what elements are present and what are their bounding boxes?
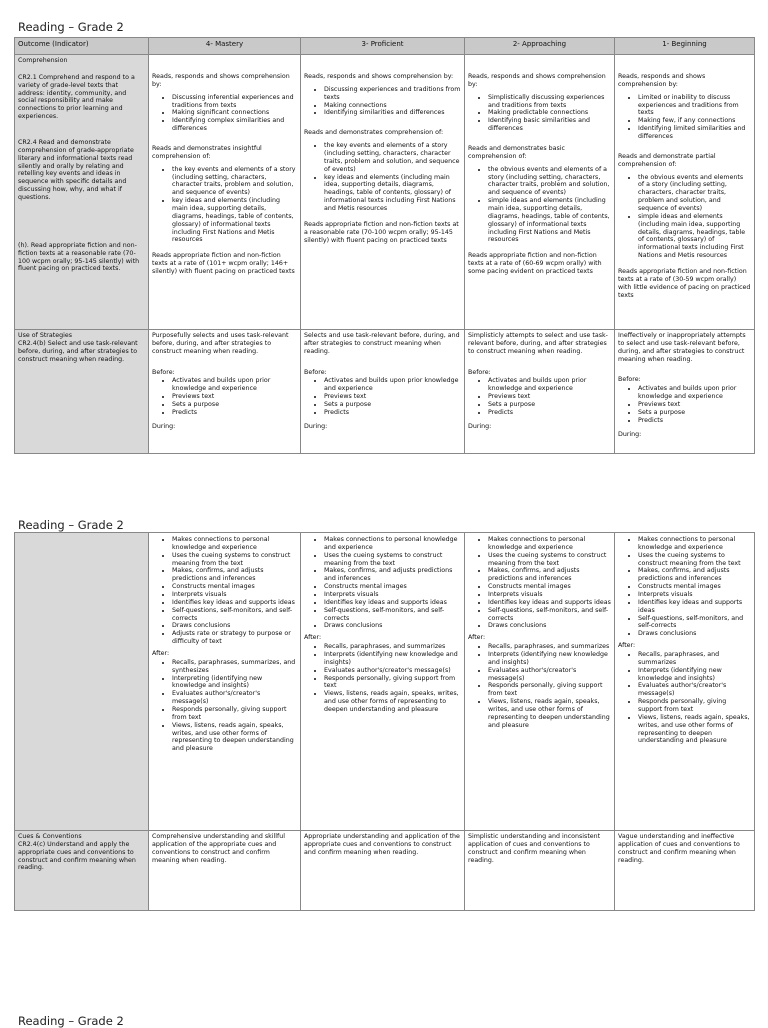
during-item: • Draws conclusions — [324, 622, 461, 630]
strategies-cont-col1 — [149, 533, 301, 831]
fluency-text: Reads appropriate fiction and non-fiction texts at a rate of (101+ wcpm orally; 146+ silently) with fluent pacing on practiced texts — [152, 252, 295, 276]
strategies-intro: Simplisticly attempts to select and use task-relevant before, during, and after strategies to construct meaning when reading. — [468, 332, 608, 355]
fluency-text: Reads appropriate fiction and non-fiction texts at a reasonable rate (70-100 wcpm orally; 95-145 silently) with fluent pacing on practiced texts — [304, 220, 459, 244]
comprehension-list — [618, 94, 751, 141]
after-list — [304, 643, 461, 714]
comprehension-list — [304, 86, 461, 117]
strategies-cell-col1 — [149, 330, 301, 454]
comprehension-outcome-cell — [15, 55, 149, 330]
during-item: • Uses the cueing systems to construct meaning from the text — [172, 552, 297, 568]
before-label: Before: — [304, 368, 327, 376]
comprehension-block — [468, 73, 611, 133]
strategies-cont-row — [15, 533, 755, 831]
during-item: • Uses the cueing systems to construct meaning from the text — [638, 552, 751, 568]
after-list — [468, 643, 611, 729]
block-intro: Reads and demonstrate partial comprehension of: — [618, 152, 716, 168]
after-list — [618, 651, 751, 745]
page-title: Reading – Grade 2 — [18, 20, 124, 34]
spacer — [468, 361, 611, 369]
comprehension-block — [304, 73, 461, 117]
after-item: • Interprets (identifying new knowledge and insights) — [324, 651, 461, 667]
block-intro: Reads, responds and shows comprehension by: — [618, 73, 706, 88]
after-list — [152, 659, 297, 753]
during-item: • Constructs mental images — [638, 583, 751, 591]
before-item: • Sets a purpose — [172, 401, 297, 409]
during-item: • Self-questions, self-monitors, and self-corrects — [488, 607, 611, 623]
during-item: • Identifies key ideas and supports ideas — [488, 599, 611, 607]
before-list — [304, 377, 461, 416]
before-item: • Previews text — [172, 393, 297, 401]
strategies-cont-col4 — [615, 533, 755, 831]
cues-cell-col3: Simplistic understanding and inconsistent application of cues and conventions to construct and confirm meaning when reading. — [465, 831, 615, 911]
header-approaching: 2- Approaching — [465, 38, 615, 55]
header-mastery: 4- Mastery — [149, 38, 301, 55]
comprehension-item: • simple ideas and elements (including main idea, supporting details, diagrams, headings, table of contents, glossary) of informational texts including First Nations and Metis resources — [638, 213, 751, 260]
comprehension-item: • Discussing experiences and traditions from texts — [324, 86, 461, 102]
strategies-cont-outcome-cell — [15, 533, 149, 831]
during-item: • Draws conclusions — [172, 622, 297, 630]
comprehension-item: • the obvious events and elements of a story (including setting, characters, character traits, problem and solution, and sequence of events) — [488, 166, 611, 197]
during-item: • Makes connections to personal knowledge and experience — [324, 536, 461, 552]
after-item: • Evaluates author's/creator's message(s) — [172, 690, 297, 706]
after-item: • Recalls, paraphrases, and summarizes — [324, 643, 461, 651]
during-list — [468, 536, 611, 630]
outcome-fluency: (h). Read appropriate fiction and non-fiction texts at a reasonable rate (70-100 wcpm orally; 95-145 silently) with fluent pacing on practiced texts. — [18, 241, 140, 273]
comprehension-item: • Making significant connections — [172, 109, 297, 117]
comprehension-item: • Simplistically discussing experiences and traditions from texts — [488, 94, 611, 110]
before-label: Before: — [152, 368, 175, 376]
comprehension-block — [618, 73, 751, 141]
comprehension-item: • the key events and elements of a story (including setting, characters, character traits, problem and solution, and sequence of events) — [324, 142, 461, 173]
before-item: • Activates and builds upon prior knowledge and experience — [638, 385, 751, 401]
cues-cell-col4: Vague understanding and ineffective application of cues and conventions to construct and confirm meaning when reading. — [615, 831, 755, 911]
during-item: • Interprets visuals — [638, 591, 751, 599]
during-item: • Makes, confirms, and adjusts predictions and inferences — [638, 567, 751, 583]
before-item: • Previews text — [488, 393, 611, 401]
during-item: • Constructs mental images — [172, 583, 297, 591]
strategies-cell-col2 — [301, 330, 465, 454]
after-item: • Responds personally, giving support from text — [488, 682, 611, 698]
before-item: • Previews text — [324, 393, 461, 401]
comprehension-list — [618, 174, 751, 260]
during-item: • Draws conclusions — [638, 630, 751, 638]
during-item: • Uses the cueing systems to construct meaning from the text — [324, 552, 461, 568]
strategies-outcome-cell — [15, 330, 149, 454]
spacer — [152, 361, 297, 369]
during-item: • Makes connections to personal knowledge and experience — [172, 536, 297, 552]
comprehension-cell-col4 — [615, 55, 755, 330]
during-list — [152, 536, 297, 646]
header-outcome: Outcome (Indicator) — [15, 38, 149, 55]
block-intro: Reads, responds and shows comprehension by: — [468, 73, 606, 88]
before-item: • Predicts — [324, 409, 461, 417]
page-title-3: Reading – Grade 2 — [18, 1014, 124, 1028]
before-item: • Predicts — [638, 417, 751, 425]
before-item: • Activates and builds upon prior knowledge and experience — [172, 377, 297, 393]
comprehension-block — [152, 73, 297, 133]
block-intro: Reads and demonstrates basic comprehension of: — [468, 145, 565, 160]
during-item: • Constructs mental images — [488, 583, 611, 591]
strategies-cont-col3 — [465, 533, 615, 831]
before-item: • Activates and builds upon prior knowledge and experience — [488, 377, 611, 393]
during-label: During: — [468, 422, 492, 430]
comprehension-row — [15, 55, 755, 330]
after-label: After: — [618, 642, 636, 650]
comprehension-item: • key ideas and elements (including main idea, supporting details, diagrams, headings, table of contents, glossary) of informational texts including First Nations and Metis resources — [172, 197, 297, 244]
comprehension-list — [152, 94, 297, 133]
comprehension-cell-col1 — [149, 55, 301, 330]
comprehension-list — [468, 94, 611, 133]
comprehension-item: • simple ideas and elements (including main idea, supporting details, diagrams, headings, table of contents, glossary) of informational texts including First Nations and Metis resources — [488, 197, 611, 244]
during-item: • Interprets visuals — [172, 591, 297, 599]
after-item: • Evaluates author's/creator's message(s) — [488, 667, 611, 683]
comprehension-item: • the key events and elements of a story (including setting, characters, character traits, problem and solution, and sequence of events) — [172, 166, 297, 197]
outcome-cr24: CR2.4 Read and demonstrate comprehension of grade-appropriate literary and informational texts read silently and orally by relating and retelling key events and ideas in sequence with specific details and discussing how, why, and what if questions. — [18, 139, 134, 202]
comprehension-list — [304, 142, 461, 213]
cues-outcome: Cues & Conventions CR2.4(c) Understand and apply the appropriate cues and conventions to construct and confirm meaning when reading. — [18, 833, 136, 872]
block-intro: Reads, responds and shows comprehension by: — [304, 73, 454, 80]
after-item: • Recalls, paraphrases, and summarizes — [638, 651, 751, 667]
after-label: After: — [304, 634, 322, 642]
block-intro: Reads, responds and shows comprehension by: — [152, 73, 290, 88]
comprehension-item: • Identifying similarities and differences — [324, 109, 461, 117]
after-item: • Views, listens, reads again, speaks, writes, and use other forms of representing to deepen understanding and pleasure — [638, 714, 751, 745]
comprehension-block — [304, 129, 461, 213]
cues-cell-col1: Comprehensive understanding and skillful application of the appropriate cues and conventions to construct and confirm meaning when reading. — [149, 831, 301, 911]
outcome-cr21: CR2.1 Comprehend and respond to a variety of grade-level texts that address: identity, community, and social responsibility and make connections to prior learning and experiences. — [18, 73, 135, 121]
during-item: • Makes, confirms, and adjusts predictions and inferences — [488, 567, 611, 583]
cues-cell-col2: Appropriate understanding and application of the appropriate cues and conventions to construct and confirm meaning when reading. — [301, 831, 465, 911]
spacer — [618, 368, 751, 376]
before-label: Before: — [468, 368, 491, 376]
after-label: After: — [152, 650, 170, 658]
header-beginning: 1- Beginning — [615, 38, 755, 55]
during-item: • Makes connections to personal knowledge and experience — [638, 536, 751, 552]
before-item: • Sets a purpose — [488, 401, 611, 409]
after-item: • Interprets (identifying new knowledge and insights) — [488, 651, 611, 667]
after-item: • Views, listens, reads again, speaks, writes, and use other forms of representing to deepen understanding and pleasure — [172, 722, 297, 753]
before-item: • Previews text — [638, 401, 751, 409]
during-item: • Adjusts rate or strategy to purpose or difficulty of text — [172, 630, 297, 646]
cues-row — [15, 831, 755, 911]
after-item: • Responds personally, giving support from text — [324, 675, 461, 691]
during-label: During: — [618, 430, 642, 438]
after-item: • Recalls, paraphrases, summarizes, and synthesizes — [172, 659, 297, 675]
cues-outcome-cell — [15, 831, 149, 911]
during-item: • Makes, confirms, and adjusts predictions and inferences — [172, 567, 297, 583]
after-item: • Views, listens, reads again, speaks, writes, and use other forms of representing to deepen understanding and pleasure — [488, 698, 611, 729]
before-item: • Predicts — [488, 409, 611, 417]
fluency-text: Reads appropriate fiction and non-fiction texts at a rate of (30-59 wcpm orally) with little evidence of pacing on practiced texts — [618, 268, 751, 299]
comprehension-block — [152, 145, 297, 244]
during-item: • Makes, confirms, and adjusts predictions and inferences — [324, 567, 461, 583]
after-item: • Recalls, paraphrases, and summarizes — [488, 643, 611, 651]
strategies-row — [15, 330, 755, 454]
during-item: • Interprets visuals — [324, 591, 461, 599]
comprehension-item: • Limited or inability to discuss experiences and traditions from texts — [638, 94, 751, 118]
comprehension-item: • Making connections — [324, 102, 461, 110]
during-item: • Self-questions, self-monitors, and self-corrects — [172, 607, 297, 623]
page-title-2: Reading – Grade 2 — [18, 518, 124, 532]
during-label: During: — [152, 422, 176, 430]
section-label: Comprehension — [18, 57, 68, 64]
during-item: • Identifies key ideas and supports ideas — [638, 599, 751, 615]
comprehension-item: • Identifying limited similarities and differences — [638, 125, 751, 141]
after-label: After: — [468, 634, 486, 642]
after-item: • Responds personally, giving support from text — [638, 698, 751, 714]
during-item: • Constructs mental images — [324, 583, 461, 591]
spacer — [304, 361, 461, 369]
strategies-cell-col4 — [615, 330, 755, 454]
during-item: • Identifies key ideas and supports ideas — [324, 599, 461, 607]
comprehension-item: • Discussing inferential experiences and traditions from texts — [172, 94, 297, 110]
during-item: • Draws conclusions — [488, 622, 611, 630]
strategies-intro: Purposefully selects and uses task-relevant before, during, and after strategies to construct meaning when reading. — [152, 332, 289, 355]
block-intro: Reads and demonstrates insightful comprehension of: — [152, 145, 262, 160]
comprehension-cell-col2 — [301, 55, 465, 330]
comprehension-item: • the obvious events and elements of a story (including setting, characters, character traits, problem and solution, and sequence of events) — [638, 174, 751, 213]
comprehension-list — [468, 166, 611, 245]
before-list — [468, 377, 611, 416]
after-item: • Evaluates author's/creator's message(s) — [324, 667, 461, 675]
strategies-cont-col2 — [301, 533, 465, 831]
comprehension-item: • Identifying basic similarities and differences — [488, 117, 611, 133]
before-list — [152, 377, 297, 416]
rubric-table-2 — [14, 532, 755, 911]
after-item: • Views, listens, reads again, speaks, writes, and use other forms of representing to deepen understanding and pleasure — [324, 690, 461, 714]
comprehension-item: • Making few, if any connections — [638, 117, 751, 125]
during-item: • Interprets visuals — [488, 591, 611, 599]
strategies-outcome: Use of Strategies CR2.4(b) Select and use task-relevant before, during, and after strategies to construct meaning when reading. — [18, 332, 138, 363]
during-item: • Self-questions, self-monitors, and self-corrects — [638, 615, 751, 631]
comprehension-item: • key ideas and elements (including main idea, supporting details, diagrams, headings, table of contents, glossary) of informational texts including First Nations and Metis resources — [324, 174, 461, 213]
after-item: • Responds personally, giving support from text — [172, 706, 297, 722]
during-list — [618, 536, 751, 638]
comprehension-block — [468, 145, 611, 244]
header-proficient: 3- Proficient — [301, 38, 465, 55]
comprehension-item: • Identifying complex similarities and differences — [172, 117, 297, 133]
after-item: • Interpreting (identifying new knowledge and insights) — [172, 675, 297, 691]
strategies-intro: Selects and use task-relevant before, during, and after strategies to construct meaning when reading. — [304, 332, 460, 355]
during-item: • Self-questions, self-monitors, and self-corrects — [324, 607, 461, 623]
before-item: • Predicts — [172, 409, 297, 417]
during-item: • Identifies key ideas and supports ideas — [172, 599, 297, 607]
strategies-intro: Ineffectively or inappropriately attempts to select and use task-relevant before, during, and after strategies to construct meaning when reading. — [618, 332, 746, 363]
comprehension-block — [618, 153, 751, 260]
comprehension-cell-col3 — [465, 55, 615, 330]
rubric-table-1 — [14, 37, 755, 454]
fluency-text: Reads appropriate fiction and non-fiction texts at a rate of (60-69 wcpm orally) with some pacing evident on practiced texts — [468, 252, 602, 276]
after-item: • Interprets (identifying new knowledge and insights) — [638, 667, 751, 683]
comprehension-list — [152, 166, 297, 245]
comprehension-item: • Making predictable connections — [488, 109, 611, 117]
before-item: • Sets a purpose — [638, 409, 751, 417]
before-item: • Activates and builds upon prior knowledge and experience — [324, 377, 461, 393]
block-intro: Reads and demonstrates comprehension of: — [304, 129, 444, 137]
after-item: • Evaluates author's/creator's message(s) — [638, 682, 751, 698]
header-row — [15, 38, 755, 55]
during-list — [304, 536, 461, 630]
during-label: During: — [304, 422, 328, 430]
strategies-cell-col3 — [465, 330, 615, 454]
before-item: • Sets a purpose — [324, 401, 461, 409]
before-list — [618, 385, 751, 424]
before-label: Before: — [618, 376, 641, 384]
during-item: • Uses the cueing systems to construct meaning from the text — [488, 552, 611, 568]
during-item: • Makes connections to personal knowledge and experience — [488, 536, 611, 552]
